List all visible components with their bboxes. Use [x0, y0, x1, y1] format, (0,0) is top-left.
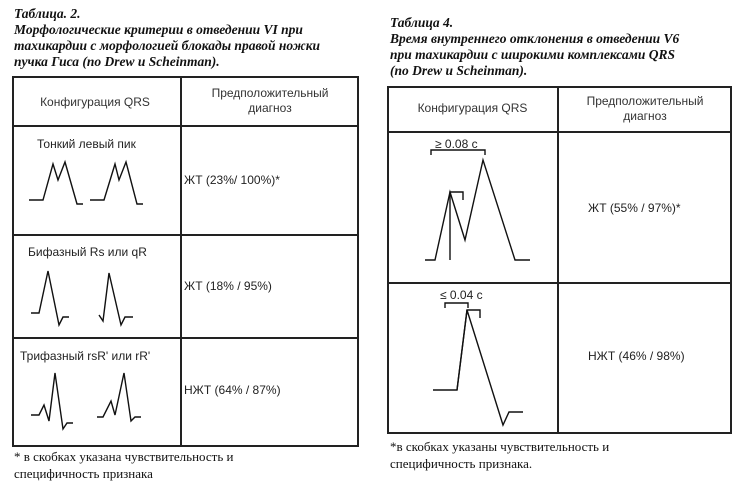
table4-row-divider [388, 282, 731, 284]
table2-row3-diagnosis: НЖТ (64% / 87%) [184, 383, 281, 397]
qrs-timing-bracket [431, 150, 485, 155]
table4-header-diagnosis-line2: диагноз [623, 109, 667, 123]
table4-row1-config: ≥ 0.08 с [435, 137, 478, 151]
qrs-intrinsicoid-marker [457, 310, 480, 390]
table4-caption: Таблица 4. [390, 15, 454, 30]
table4-footnote [390, 438, 609, 472]
table4-header-config: Конфигурация QRS [417, 101, 528, 115]
table2-footnote-line: специфичность признака [14, 466, 153, 481]
table4-title-line: (по Drew и Scheinman). [390, 63, 528, 78]
qrs-complex-left [31, 373, 73, 429]
table4-title [390, 15, 679, 79]
table2-row3-config: Трифазный rsR' или rR' [20, 349, 151, 363]
table2-caption: Таблица. 2. [14, 6, 81, 21]
table2-header-diagnosis [185, 86, 355, 116]
qrs-complex-right [97, 373, 141, 421]
table4-title-line: при тахикардии с широкими комплексами QRS [390, 47, 676, 62]
table2-row1-diagnosis: ЖТ (23%/ 100%)* [184, 173, 280, 187]
table4-footnote-line: специфичность признака. [390, 456, 533, 471]
table2-row2-config: Бифазный Rs или qR [28, 245, 147, 259]
table2-row1-qrs-waveform [25, 160, 185, 220]
table2-row2-diagnosis: ЖТ (18% / 95%) [184, 279, 272, 293]
table4-footnote-line: *в скобках указаны чувствительность и [390, 439, 610, 454]
table4-row1-diagnosis: ЖТ (55% / 97%)* [588, 201, 681, 215]
table2-title-line: пучка Гиса (по Drew и Scheinman). [14, 54, 220, 69]
table2-row-divider [13, 234, 358, 236]
table4-header-diagnosis-line1: Предположительный [586, 94, 704, 108]
table2-row1-config: Тонкий левый пик [37, 137, 136, 151]
table4-header-diagnosis [562, 94, 728, 124]
table2-row-divider [13, 337, 358, 339]
table4-row2-qrs-waveform [405, 300, 555, 430]
table2-header-diagnosis-line2: диагноз [248, 101, 292, 115]
table2-footnote-line: * в скобках указана чувствительность и [14, 449, 234, 464]
table2-title [14, 6, 320, 70]
qrs-complex-right [99, 273, 133, 325]
table2-title-line: тахикардии с морфологией блокады правой ножки [14, 38, 321, 53]
table2-row3-qrs-waveform [25, 365, 185, 445]
table2-header-diagnosis-line1: Предположительный [211, 86, 329, 100]
table4-row2-config: ≤ 0.04 с [440, 288, 483, 302]
table2-header-config: Конфигурация QRS [40, 95, 150, 109]
qrs-complex [433, 310, 523, 425]
qrs-complex-left [29, 162, 83, 204]
table2-footnote [14, 448, 233, 482]
qrs-complex [425, 160, 530, 260]
qrs-complex-right [90, 162, 143, 204]
table4-row2-diagnosis: НЖТ (46% / 98%) [588, 349, 685, 363]
table4-row-divider [388, 131, 731, 133]
table2-row-divider [13, 125, 358, 127]
qrs-timing-bracket [445, 303, 468, 308]
qrs-complex-left [31, 271, 69, 325]
table4-column-divider [557, 87, 559, 433]
table2-row2-qrs-waveform [25, 265, 185, 335]
table4-row1-qrs-waveform [405, 150, 555, 275]
table2-title-line: Морфологические критерии в отведении VI при [14, 22, 303, 37]
table4-title-line: Время внутреннего отклонения в отведении V6 [390, 31, 680, 46]
